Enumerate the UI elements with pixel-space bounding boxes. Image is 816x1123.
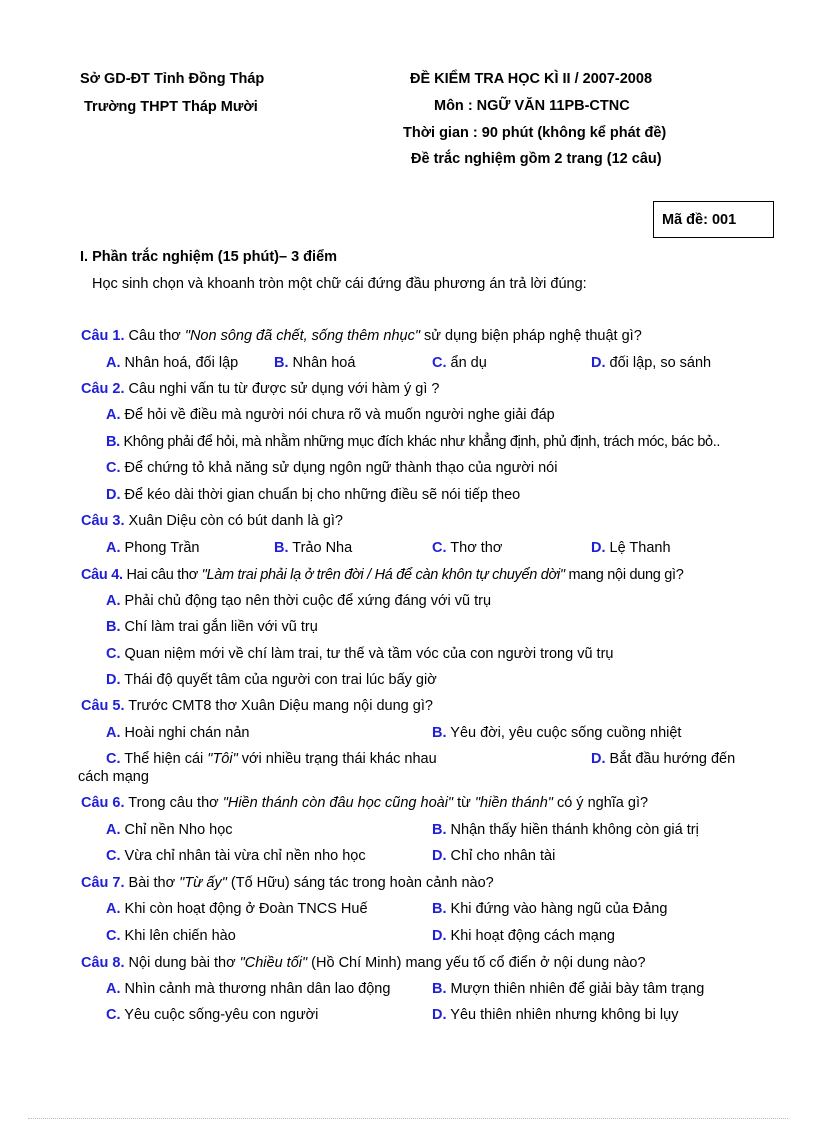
section-title: I. Phần trắc nghiệm (15 phút)– 3 điểm: [80, 249, 338, 265]
option-5d-wrap: cách mạng: [78, 769, 149, 785]
option-4d[interactable]: D. Thái độ quyết tâm của người con trai lúc bấy giờ: [106, 672, 437, 688]
option-3c[interactable]: C. Thơ thơ: [432, 540, 503, 556]
department-name: Sở GD-ĐT Tỉnh Đồng Tháp: [80, 71, 265, 87]
page-bottom-divider: [28, 1118, 788, 1119]
question-2: Câu 2. Câu nghi vấn tu từ được sử dụng với hàm ý gì ?: [81, 381, 440, 397]
option-6d[interactable]: D. Chỉ cho nhân tài: [432, 848, 556, 864]
option-4b[interactable]: B. Chí làm trai gắn liền với vũ trụ: [106, 619, 318, 635]
option-7b[interactable]: B. Khi đứng vào hàng ngũ của Đảng: [432, 901, 668, 917]
option-4c[interactable]: C. Quan niệm mới về chí làm trai, tư thế và tầm vóc của con người trong vũ trụ: [106, 646, 614, 662]
option-1d[interactable]: D. đối lập, so sánh: [591, 355, 712, 371]
option-7a[interactable]: A. Khi còn hoạt động ở Đoàn TNCS Huế: [106, 901, 368, 917]
option-4a[interactable]: A. Phải chủ động tạo nên thời cuộc để xứng đáng với vũ trụ: [106, 593, 492, 609]
question-label: Câu 1.: [81, 328, 125, 344]
question-8: Câu 8. Nội dung bài thơ "Chiều tối" (Hồ Chí Minh) mang yếu tố cổ điển ở nội dung nào?: [81, 955, 646, 971]
option-8b[interactable]: B. Mượn thiên nhiên để giải bày tâm trạng: [432, 981, 705, 997]
option-5a[interactable]: A. Hoài nghi chán nản: [106, 725, 250, 741]
question-4: Câu 4. Hai câu thơ "Làm trai phải lạ ở trên đời / Há để càn khôn tự chuyển dời" mang nội dung gì?: [81, 567, 684, 583]
exam-title: ĐỀ KIỂM TRA HỌC KÌ II / 2007-2008: [410, 71, 653, 87]
option-6b[interactable]: B. Nhận thấy hiền thánh không còn giá trị: [432, 822, 699, 838]
option-2b[interactable]: B. Không phải để hỏi, mà nhằm những mục đích khác như khẳng định, phủ định, trách móc, bác bỏ..: [106, 434, 721, 450]
option-7c[interactable]: C. Khi lên chiến hào: [106, 928, 236, 944]
option-1b[interactable]: B. Nhân hoá: [274, 355, 356, 371]
exam-code-box: [653, 201, 774, 238]
question-5: Câu 5. Trước CMT8 thơ Xuân Diệu mang nội dung gì?: [81, 698, 433, 714]
option-5b[interactable]: B. Yêu đời, yêu cuộc sống cuồng nhiệt: [432, 725, 682, 741]
option-2a[interactable]: A. Để hỏi về điều mà người nói chưa rõ và muốn người nghe giải đáp: [106, 407, 555, 423]
exam-pages: Đề trắc nghiệm gồm 2 trang (12 câu): [411, 151, 662, 167]
option-1a[interactable]: A. Nhân hoá, đối lập: [106, 355, 239, 371]
option-1c[interactable]: C. ẩn dụ: [432, 355, 487, 371]
option-3b[interactable]: B. Trảo Nha: [274, 540, 353, 556]
question-1: Câu 1. Câu thơ "Non sông đã chết, sống thêm nhục" sử dụng biện pháp nghệ thuật gì?: [81, 328, 642, 344]
option-8a[interactable]: A. Nhìn cảnh mà thương nhân dân lao động: [106, 981, 391, 997]
option-2d[interactable]: D. Để kéo dài thời gian chuẩn bị cho những điều sẽ nói tiếp theo: [106, 487, 521, 503]
section-instruction: Học sinh chọn và khoanh tròn một chữ cái đứng đầu phương án trả lời đúng:: [92, 276, 587, 292]
school-name: Trường THPT Tháp Mười: [84, 99, 258, 115]
exam-duration: Thời gian : 90 phút (không kể phát đề): [403, 125, 667, 141]
question-7: Câu 7. Bài thơ "Từ ấy" (Tố Hữu) sáng tác trong hoàn cảnh nào?: [81, 875, 494, 891]
option-5c[interactable]: C. Thể hiện cái "Tôi" với nhiều trạng thái khác nhau: [106, 751, 437, 767]
option-2c[interactable]: C. Để chứng tỏ khả năng sử dụng ngôn ngữ thành thạo của người nói: [106, 460, 558, 476]
exam-code: Mã đề: 001: [662, 211, 737, 228]
option-8c[interactable]: C. Yêu cuộc sống-yêu con người: [106, 1007, 319, 1023]
question-6: Câu 6. Trong câu thơ "Hiền thánh còn đâu học cũng hoài" từ "hiền thánh" có ý nghĩa gì?: [81, 795, 649, 811]
option-5d[interactable]: D. Bắt đầu hướng đến: [591, 751, 736, 767]
option-3d[interactable]: D. Lệ Thanh: [591, 540, 671, 556]
option-6c[interactable]: C. Vừa chỉ nhân tài vừa chỉ nền nho học: [106, 848, 366, 864]
option-6a[interactable]: A. Chỉ nền Nho học: [106, 822, 233, 838]
option-7d[interactable]: D. Khi hoạt động cách mạng: [432, 928, 615, 944]
exam-subject: Môn : NGỮ VĂN 11PB-CTNC: [434, 98, 630, 114]
question-3: Câu 3. Xuân Diệu còn có bút danh là gì?: [81, 513, 343, 529]
option-3a[interactable]: A. Phong Trần: [106, 540, 200, 556]
option-8d[interactable]: D. Yêu thiên nhiên nhưng không bi lụy: [432, 1007, 679, 1023]
